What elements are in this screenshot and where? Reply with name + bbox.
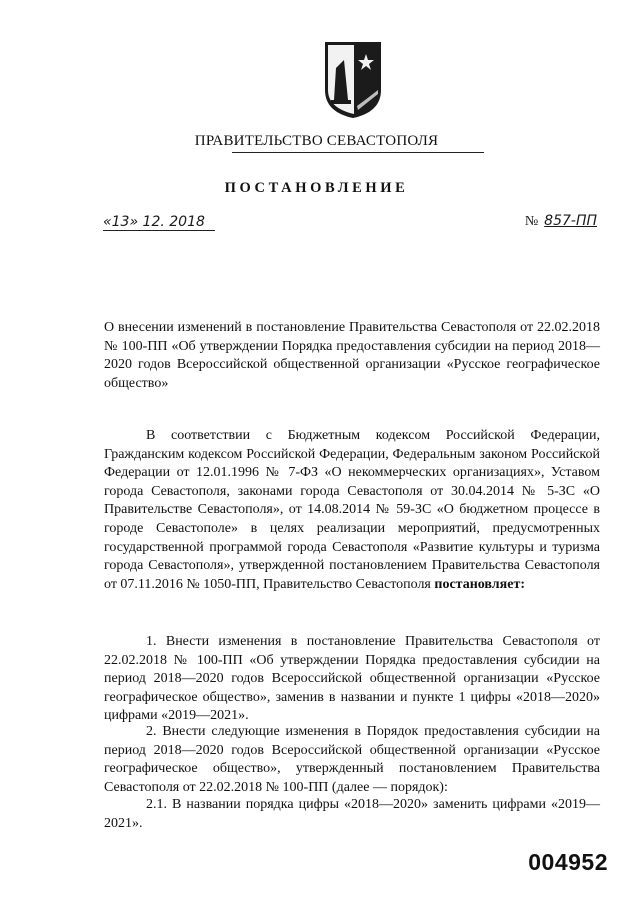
coat-of-arms-icon — [322, 40, 384, 120]
preamble-paragraph — [104, 427, 600, 594]
item-1: 1. Внести изменения в постановление Правительства Севастополя от 22.02.2018 № 100-ПП «Об утверждении Порядка предоставления субсидии на период 2018—2020 годов Всероссийской общественной организации «Русское географическое общество», заменив в названии и пункте 1 цифры «2018—2020» цифрами «2019—2021». — [104, 634, 600, 724]
document-title: ПОСТАНОВЛЕНИЕ — [224, 180, 409, 196]
date-value: «13» 12. 2018 — [103, 214, 205, 230]
authority-underline — [232, 152, 484, 153]
date-underline — [103, 230, 215, 231]
item-2: 2. Внести следующие изменения в Порядок предоставления субсидии на период 2018—2020 годов Всероссийской общественной организации «Русское географическое общество», утвержденный постановлением Правительства Севастополя от 22.02.2018 № 100-ПП (далее — порядок): — [104, 724, 600, 795]
document-number — [525, 213, 597, 230]
document-date — [103, 213, 205, 231]
serial-number: 004952 — [528, 849, 608, 875]
authority-name: ПРАВИТЕЛЬСТВО СЕВАСТОПОЛЯ — [194, 133, 439, 149]
number-prefix: № — [524, 214, 539, 229]
document-subject: О внесении изменений в постановление Правительства Севастополя от 22.02.2018 № 100-ПП «Об утверждении Порядка предоставления субсидии на период 2018—2020 годов Всероссийской общественной организации «Русское географическое общество» — [104, 320, 600, 391]
number-value: 857-ПП — [544, 213, 597, 229]
preamble-text: В соответствии с Бюджетным кодексом Российской Федерации, Гражданским кодексом Российской Федерации, Федеральным законом Российской Федерации от 12.01.1996 № 7-ФЗ «О некоммерческих организациях», Уставом города Севастополя, законами города Севастополя от 30.04.2014 № 5-ЗС «О Правительстве Севастополя», от 14.08.2014 № 59-ЗС «О бюджетном процессе в городе Севастополе» в целях реализации мероприятий, предусмотренных государственной программой города Севастополя «Развитие культуры и туризма города Севастополя», утвержденной постановлением Правительства Севастополя от 07.11.2016 № 1050-ПП, Правительство Севастополя — [104, 428, 600, 592]
decision-word: постановляет: — [434, 576, 525, 592]
item-2-1: 2.1. В названии порядка цифры «2018—2020» заменить цифрами «2019—2021». — [104, 797, 600, 831]
